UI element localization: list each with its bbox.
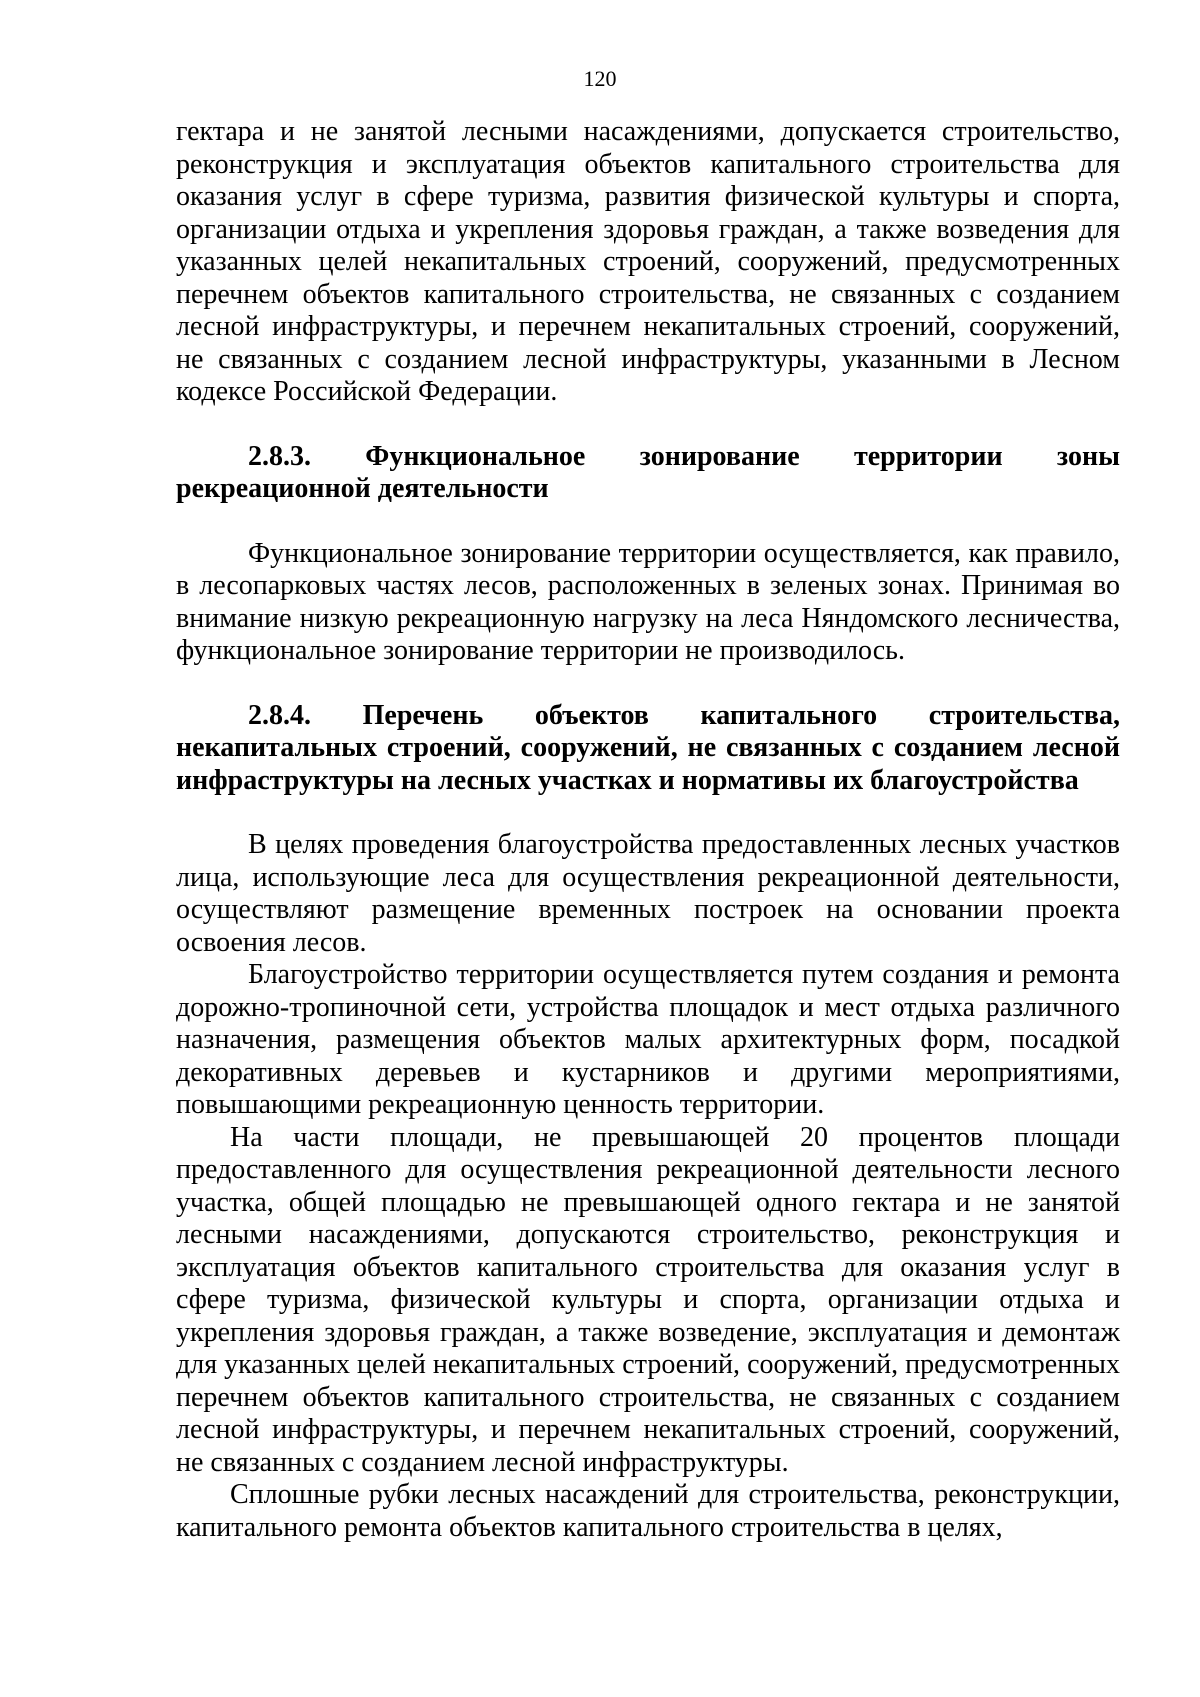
spacer [176,506,1120,538]
spacer [176,409,1120,441]
document-body [176,116,1120,1544]
section-heading-2-8-4: 2.8.4. Перечень объектов капитального строительства, некапитальных строений, сооружений, не связанных с созданием лесной инфраструктуры на лесных участках и нормативы их благоустройства [176,699,1120,796]
paragraph-continuation: гектара и не занятой лесными насаждениями, допускается строительство, реконструкция и эксплуатация объектов капитального строительства для оказания услуг в сфере туризма, развития физической культуры и спорта, организации отдыха и укрепления здоровья граждан, а также возведения для указанных целей некапитальных строений, сооружений, предусмотренных перечнем объектов капитального строительства, не связанных с созданием лесной инфраструктуры, и перечнем некапитальных строений, сооружений, не связанных с созданием лесной инфраструктуры, указанными в Лесном кодексе Российской Федерации. [176,116,1120,407]
paragraph-temporary-buildings: В целях проведения благоустройства предоставленных лесных участков лица, использующие леса для осуществления рекреационной деятельности, осуществляют размещение временных построек на основании проекта освоения лесов. [176,829,1120,958]
spacer [176,668,1120,700]
section-heading-2-8-3: 2.8.3. Функциональное зонирование территории зоны рекреационной деятельности [176,440,1120,504]
page-number: 120 [583,66,617,91]
paragraph-landscaping: Благоустройство территории осуществляется путем создания и ремонта дорожно-тропиночной сети, устройства площадок и мест отдыха различного назначения, размещения объектов малых архитектурных форм, посадкой декоративных деревьев и кустарников и другими мероприятиями, повышающими рекреационную ценность территории. [176,959,1120,1120]
paragraph-clear-cutting: Сплошные рубки лесных насаждений для строительства, реконструкции, капитального ремонта объектов капитального строительства в целях, [176,1479,1120,1543]
paragraph-construction-area: На части площади, не превышающей 20 процентов площади предоставленного для осуществления рекреационной деятельности лесного участка, общей площадью не превышающей одного гектара и не занятой лесными насаждениями, допускаются строительство, реконструкция и эксплуатация объектов капитального строительства для оказания услуг в сфере туризма, физической культуры и спорта, организации отдыха и укрепления здоровья граждан, а также возведение, эксплуатация и демонтаж для указанных целей некапитальных строений, сооружений, предусмотренных перечнем объектов капитального строительства, не связанных с созданием лесной инфраструктуры, и перечнем некапитальных строений, сооружений, не связанных с созданием лесной инфраструктуры. [176,1121,1120,1478]
spacer [176,797,1120,829]
paragraph-functional-zoning: Функциональное зонирование территории осуществляется, как правило, в лесопарковых частях лесов, расположенных в зеленых зонах. Принимая во внимание низкую рекреационную нагрузку на леса Няндомского лесничества, функциональное зонирование территории не производилось. [176,537,1120,666]
